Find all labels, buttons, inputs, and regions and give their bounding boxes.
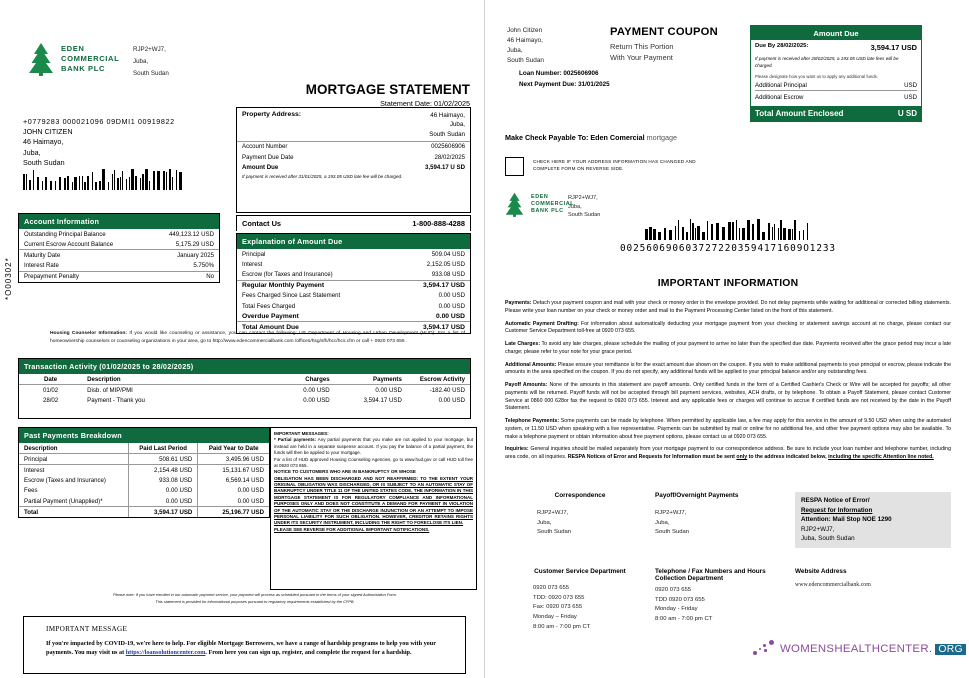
coupon-late-fee-note: If payment is received after 28/02/2025, a 193.05 USD late fees will be charged.	[755, 56, 899, 68]
transaction-activity	[18, 358, 471, 419]
correspondence-column: Correspondence RJP2+WJ7, Juba, South Sudan	[537, 492, 606, 536]
address-change-label: CHECK HERE IF YOUR ADDRESS INFORMATION HAS CHANGED AND COMPLETE FORM ON REVERSE SIDE.	[533, 159, 696, 171]
womenshealthcenter-watermark	[751, 640, 966, 658]
coupon-next-payment-due: Next Payment Due: 31/01/2025	[519, 81, 610, 89]
table-row: Prepayment Penalty No	[19, 271, 219, 282]
amount-due-label: Amount Due	[242, 163, 279, 171]
info-paragraph: Automatic Payment Drafting: For information about automatically deducting your mortgage payment from your checking or statement savings account at no charge, please contact our Customer Service Department toll-free at 0920 073 655.	[505, 320, 952, 335]
hud-agencies-note: For a list of HUD approved Housing Counseling Agencies, go to www.hud.gov or call HUD toll free at 0920 073 655.	[274, 456, 473, 468]
loan-solution-center-link[interactable]: https://loansolutioncenter.com	[125, 649, 206, 657]
explanation-of-amount-due	[236, 233, 471, 334]
additional-escrow-field[interactable]: Additional Escrow USD	[755, 93, 917, 101]
housing-counselor-text: If you would like counseling or assistance, you can contact the following: US Department of Housing and Urban Development (HUD): For a list of homeownership counselors or counseling organizations in your area, go to http://www.edencommercialbank.com /offices/hsg/sfh/hcc/hcs.cfm or call + 0920 073 655 .	[50, 331, 465, 344]
transaction-activity-table	[19, 374, 470, 406]
transaction-activity-header: Transaction Activity (01/02/2025 to 28/02/2025)	[19, 359, 470, 374]
table-row: Interest 2,152.05 USD	[242, 260, 465, 268]
bank-logo	[28, 42, 119, 76]
info-paragraph: Late Charges: To avoid any late charges, please schedule the mailing of your payment to arrive no later than the specified due date. Payments received after the grace period may incur a late charge; please refer to your note for your grace period.	[505, 341, 951, 355]
table-row: Current Escrow Account Balance 5,175.29 USD	[24, 240, 214, 248]
pine-tree-icon	[505, 192, 524, 217]
contact-columns	[505, 492, 951, 632]
total-enclosed-value: U SD	[897, 109, 917, 119]
covid-message-body: If you're impacted by COVID-19, we're here to help. For eligible Mortgage Borrowers, we have a range of hardship programs to help you with your payments. You may visit us at https://loansolutioncenter.com. From here you can sign up, register, and complete the request for a hardship.	[46, 640, 436, 657]
respa-attention-line: Attention: Mail Stop NOE 1290	[801, 516, 892, 524]
table-row: Interest 2,154.48 USD 15,131.67 USD	[19, 465, 269, 476]
property-summary-box	[236, 107, 471, 213]
customer-name: JOHN CITIZEN	[23, 127, 73, 137]
statement-date: Statement Date: 01/02/2025	[380, 99, 470, 108]
info-paragraph: Additional Amounts: Please ensure your remittance is for the exact amount due shown on the coupon. If you wish to make additional payments to your principal or escrow, please indicate the amounts in the area specified on the coupon. If you do not specify, any additional funds will be applied to your principal balance and/or any outstanding fees.	[505, 361, 951, 376]
coupon-bank-logo	[505, 192, 574, 217]
bank-name-line-1: EDEN	[61, 43, 85, 53]
bank-name-line-3: BANK PLC	[61, 64, 106, 73]
table-row: Principal 509.04 USD	[242, 250, 465, 258]
explanation-header: Explanation of Amount Due	[237, 234, 470, 249]
payment-coupon-page	[485, 0, 969, 678]
table-row: Escrow (Taxes and Insurance) 933.08 USD 6,569.14 USD	[19, 476, 269, 486]
coupon-customer-name: John Citizen	[507, 27, 543, 34]
table-row: 28/02 Payment - Thank you 0.00 USD 3,594.17 USD 0.00 USD	[42, 396, 465, 404]
table-row: Partial Payment (Unapplied)* 0.00 USD 0.00 USD	[19, 496, 269, 507]
website-column: Website Address www.edencommercialbank.com	[795, 568, 951, 633]
address-barcode	[23, 168, 183, 190]
table-row: Account Number 0025606906	[242, 143, 465, 151]
property-details-table	[237, 141, 470, 173]
account-information-table	[19, 229, 219, 282]
table-row: Payment Due Date 28/02/2025	[242, 153, 465, 161]
telephone-collection-column: Telephone / Fax Numbers and Hours Collection Department 0920 073 655 TDD 0920 073 655 Monday - Friday 8:00 am - 7:00 pm CT	[655, 567, 766, 623]
respa-notice-column: RESPA Notice of Error/ Request for Information Attention: Mail Stop NOE 1290 RJP2+WJ7, Juba, South Sudan	[795, 492, 951, 548]
table-row: 01/02 Disb. of MIP/PMI 0.00 USD 0.00 USD -182.40 USD	[19, 385, 470, 396]
info-paragraph: Payments: Detach your payment coupon and mail with your check or money order in the envelope provided. Do not delay payments while waiting for additional or corrected billing statements. Please write your loan number on your check or money order and mail to the Payment Processing Center listed on the front of this statement.	[505, 300, 951, 314]
watermark-text: WOMENSHEALTHCENTER.	[780, 643, 933, 655]
account-information-header: Account Information	[19, 214, 219, 229]
customer-address-block: +0779283 000021096 09DMI1 00919822 JOHN CITIZEN 46 Haimayo, Juba, South Sudan	[23, 117, 223, 168]
page-title: MORTGAGE STATEMENT	[305, 82, 470, 97]
table-row: Total Amount Due 3,594.17 USD	[237, 322, 470, 333]
table-row: Regular Monthly Payment 3,594.17 USD	[237, 280, 470, 291]
pine-tree-icon	[28, 42, 54, 76]
dots-icon	[751, 640, 777, 658]
address-change-checkbox-row[interactable]	[505, 157, 713, 176]
important-messages-box	[270, 427, 477, 590]
bankruptcy-notice-title: NOTICE TO CUSTOMERS WHO ARE IN BANKRUPTCY OR WHOSE	[274, 469, 416, 475]
past-payments-breakdown	[18, 427, 270, 518]
coupon-bank-address: RJP2+WJ7, Juba, South Sudan	[568, 195, 601, 219]
account-information	[18, 213, 220, 283]
statement-disclaimer: Please note: If you have enrolled in our automatic payment service, your payment will process as scheduled pursuant to the terms of your signed Authorization Form. This statement is provided for informational purposes pursuant to regulatory requirements established by the CFPB.	[112, 592, 398, 604]
coupon-bank-name: EDEN COMMERCIAL BANK PLC	[531, 193, 575, 215]
past-payments-header: Past Payments Breakdown	[19, 428, 269, 443]
important-messages-title: IMPORTANT MESSAGES:	[274, 431, 329, 436]
bank-name	[61, 44, 119, 74]
table-row: Overdue Payment 0.00 USD	[242, 312, 465, 320]
explanation-table	[237, 249, 470, 333]
total-enclosed-label: Total Amount Enclosed	[755, 109, 844, 119]
inquiries-paragraph: Inquiries: General inquiries should be mailed separately from your mortgage payment to our correspondence address. Be sure to include your loan number and telephone number, including area code, on all inquiries. RESPA Notices of Error and Requests for Information must be sent only to the address indicated below, including the specific Attention line noted.	[505, 446, 951, 461]
website-url[interactable]: www.edencommercialbank.com	[795, 581, 871, 588]
amount-due-box	[750, 25, 922, 122]
customer-service-column: Customer Service Department 0920 073 655 TDD: 0920 073 655 Fax: 0920 073 655 Monday – Friday 8:00 am - 7:00 pm CT	[533, 567, 626, 630]
coupon-loan-info	[519, 68, 610, 90]
total-amount-enclosed-row	[751, 106, 921, 121]
contact-us-row	[236, 215, 471, 231]
scanline-number: 0025606906037272203594171609O1233	[620, 243, 836, 254]
statement-title-block	[235, 82, 470, 108]
late-fee-note: If payment is received after 31/01/2025, a 193.05 USD late fee will be charged.	[242, 174, 403, 180]
make-check-payable: Make Check Payable To: Eden Comercial mortgage	[505, 133, 678, 142]
scanline-barcode	[645, 218, 810, 240]
amount-due-box-header: Amount Due	[751, 26, 921, 40]
important-information-paragraphs	[505, 300, 951, 467]
housing-counselor-info: Housing Counselor Information: If you would like counseling or assistance, you can contact the following: US Department of Housing and Urban Development (HUD): For a list of homeownership counselors or counseling organizations in your area, go to http://www.edencommercialbank.com /offices/hsg/sfh/hcc/hcs.cfm or call + 0920 073 655 .	[50, 331, 465, 344]
property-address-label: Property Address:	[242, 111, 302, 118]
table-row	[237, 162, 470, 172]
table-header-row: Date Description Charges Payments Escrow Activity	[43, 375, 465, 383]
partial-payments-note: * Partial payments: Any partial payments that you make are not applied to your mortgage, but instead are held in a separate suspense account. If you pay the balance of a partial payment, the funds will then be applied to your mortgage.	[274, 437, 473, 456]
due-by-row	[755, 43, 917, 52]
bankruptcy-notice-body: OBLIGATION HAS BEEN DISCHARGED AND NOT REAFFIRMED: TO THE EXTENT YOUR ORIGINAL OBLIGATION WAS DISCHARGED, OR IS SUBJECT TO AN AUTOMATIC STAY OF BANKRUPTCY UNDER TITLE 11 OF THE UNITED STATES CODE, THE INFORMATION IN THIS MORTGAGE STATEMENT IS FOR REGULATORY COMPLIANCE AND INFORMATIONAL PURPOSES ONLY AND DOES NOT CONSTITUTE A DEMAND FOR PAYMENT IN VIOLATION OF THE AUTOMATIC STAY OR THE DISCHARGE INJUNCTION OR AN ATTEMPT TO IMPOSE PERSONAL LIABILITY FOR SUCH OBLIGATION. HOWEVER, CREDITOR RETAINS RIGHTS UNDER ITS SECURITY INSTRUMENT, INCLUDING THE RIGHT TO FORECLOSE ITS LIEN.	[274, 475, 473, 526]
table-row: Total 3,594.17 USD 25,196.77 USD	[19, 507, 269, 518]
designate-funds-note: Please designate how you want us to apply any additional funds.	[755, 74, 879, 80]
info-paragraph: Payoff Amounts: None of the amounts in this statement are payoff amounts. Only certified funds in the form of a Certified Cashier's Check or Wire will be accepted for payoffs; all other payments will be returned. Payoff funds will not be accepted through bill payment services, websites, ACH drafts, or by telephone. To obtain a Payoff Statement, please contact Customer Service at 0860 000 628or fax the request to 0920 073 655. Interest and any applicable fees or charges will continue to accrue if certified funds are not received by the date in the Payoff Statement.	[505, 382, 951, 412]
payoff-column: Payoff/Overnight Payments RJP2+WJ7, Juba, South Sudan	[655, 492, 739, 536]
coupon-loan-number: Loan Number: 0025606906	[519, 70, 599, 77]
table-row: Outstanding Principal Balance 449,123.12 USD	[24, 230, 214, 238]
bank-address: RJP2+WJ7, Juba, South Sudan	[133, 46, 169, 78]
additional-principal-field[interactable]: Additional Principal USD	[755, 79, 917, 91]
past-payments-table	[19, 443, 269, 517]
table-row: Fees 0.00 USD 0.00 USD	[19, 486, 269, 496]
customer-reference: +0779283 000021096 09DMI1 00919822	[23, 117, 175, 126]
table-row: Fees Charged Since Last Statement 0.00 USD	[242, 292, 465, 300]
coupon-title-block: PAYMENT COUPON Return This Portion With Your Payment	[610, 26, 718, 63]
covid-important-message	[23, 616, 466, 674]
table-row: Interest Rate 5.750%	[24, 262, 214, 270]
table-header-row: Description Paid Last Period Paid Year to Date	[19, 443, 269, 454]
due-by-amount: 3,594.17 USD	[870, 43, 917, 52]
table-row: Principal 508.61 USD 3,495.96 USD	[19, 454, 269, 465]
due-by-label: Due By 28/02/2025:	[755, 43, 809, 49]
table-row: Total Fees Charged 0.00 USD	[242, 302, 465, 310]
table-row: Maturity Date January 2025	[19, 250, 219, 261]
property-address-value: 46 Haimayo, Juba, South Sudan	[429, 112, 465, 138]
side-reference-code: *O00302*	[4, 257, 13, 300]
address-change-checkbox[interactable]	[505, 157, 524, 176]
contact-us-phone[interactable]: 1-800-888-4288	[412, 219, 465, 228]
covid-message-title: IMPORTANT MESSAGE	[46, 625, 128, 633]
coupon-customer-address: John Citizen 46 Haimayo, Juba, South Sudan	[507, 27, 544, 64]
table-row: Escrow (for Taxes and Insurance) 933.08 USD	[242, 270, 465, 278]
reverse-side-note: PLEASE SEE REVERSE FOR ADDITIONAL IMPORTANT NOTIFICATIONS.	[274, 526, 430, 532]
info-paragraph: Telephone Payments: Some payments can be made by telephone. When permitted by applicable law, a fee may apply for this service in the amount of 9.50 USD when using the automated system, or 11.50 USD when speaking with a live representative. Payments can be submitted by mail or online for no additional fee, and other free payment options may also be available. To make a telephone payment or obtain information about free payment options, please contact us at 0920 073 655.	[505, 418, 952, 440]
coupon-title: PAYMENT COUPON	[610, 26, 718, 38]
contact-us-label: Contact Us	[242, 219, 282, 228]
watermark-org-badge: ORG	[935, 644, 966, 655]
amount-due-value: 3,594.17 U SD	[425, 163, 465, 171]
bank-name-line-2: COMMERCIAL	[61, 53, 120, 63]
important-information-title: IMPORTANT INFORMATION	[657, 278, 799, 289]
